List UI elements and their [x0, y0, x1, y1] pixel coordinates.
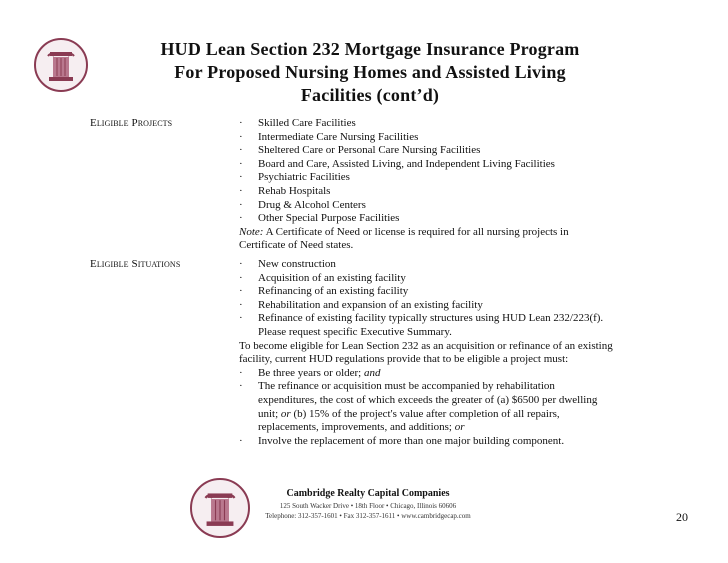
- column-logo-icon: [34, 38, 88, 92]
- page-number: 20: [676, 510, 688, 524]
- column-logo-icon: [190, 478, 250, 538]
- list-item: · Refinancing of an existing facility: [239, 285, 409, 298]
- bullet-icon: ·: [239, 144, 243, 157]
- footer: [252, 487, 484, 521]
- requirement-item: · The refinance or acquisition must be accompanied by rehabilitation expenditures, the cost of which exceeds the greater of (a) $6500 per dwelling unit; or (b) 15% of the project's value after completion of all repairs, replacements, improvements, and additions; or: [239, 380, 598, 434]
- bullet-icon: ·: [239, 258, 243, 270]
- list-item: · Board and Care, Assisted Living, and Independent Living Facilities: [239, 157, 555, 170]
- eligible-situations-block: [239, 258, 614, 448]
- list-item: · Other Special Purpose Facilities: [239, 212, 400, 225]
- bullet-icon: ·: [239, 184, 243, 197]
- company-name: Cambridge Realty Capital Companies: [286, 488, 450, 499]
- list-item: · Refinance of existing facility typically structures using HUD Lean 232/223(f). Please request specific Executive Summary.: [239, 312, 604, 338]
- bullet-icon: ·: [239, 157, 243, 170]
- list-item: · Skilled Care Facilities: [239, 117, 356, 129]
- list-item: · Sheltered Care or Personal Care Nursing Facilities: [239, 144, 481, 157]
- bullet-icon: ·: [239, 380, 243, 393]
- company-contact: Telephone: 312-357-1601 • Fax 312-357-1611 • www.cambridgecap.com: [265, 512, 471, 520]
- bullet-icon: ·: [239, 198, 243, 211]
- bullet-icon: ·: [239, 312, 243, 325]
- note-label: Note:: [239, 225, 264, 238]
- bullet-icon: ·: [239, 434, 243, 447]
- certificate-note: Note: A Certificate of Need or license is required for all nursing projects in Certificate of Need states.: [239, 225, 569, 252]
- requirement-item: · Involve the replacement of more than one major building component.: [239, 434, 565, 447]
- list-item: · Acquisition of an existing facility: [239, 271, 406, 284]
- list-item: · Drug & Alcohol Centers: [239, 198, 366, 211]
- bullet-icon: ·: [239, 298, 243, 311]
- list-item: · Rehabilitation and expansion of an existing facility: [239, 298, 483, 311]
- bullet-icon: ·: [239, 117, 243, 129]
- title-line-2: For Proposed Nursing Homes and Assisted Living: [174, 62, 566, 82]
- bullet-icon: ·: [239, 212, 243, 225]
- list-item: · Psychiatric Facilities: [239, 171, 350, 184]
- eligibility-intro: To become eligible for Lean Section 232 as an acquisition or refinance of an existing facility, current HUD regulations provide that to be eligible a project must:: [239, 339, 613, 366]
- eligible-projects-block: [239, 117, 614, 253]
- eligible-situations-label: Eligible Situations: [90, 258, 181, 270]
- page-title: [100, 38, 640, 107]
- title-line-1: HUD Lean Section 232 Mortgage Insurance Program: [160, 39, 580, 59]
- bullet-icon: ·: [239, 285, 243, 298]
- list-item: · Rehab Hospitals: [239, 184, 331, 197]
- bullet-icon: ·: [239, 130, 243, 143]
- list-item: · New construction: [239, 258, 336, 270]
- company-address: 125 South Wacker Drive • 18th Floor • Chicago, Illinois 60606: [279, 502, 457, 510]
- bullet-icon: ·: [239, 171, 243, 184]
- requirement-item: · Be three years or older; and: [239, 366, 381, 379]
- title-line-3: Facilities (cont’d): [300, 85, 440, 105]
- bullet-icon: ·: [239, 271, 243, 284]
- eligible-projects-label: Eligible Projects: [90, 117, 173, 129]
- bullet-icon: ·: [239, 366, 243, 379]
- list-item: · Intermediate Care Nursing Facilities: [239, 130, 419, 143]
